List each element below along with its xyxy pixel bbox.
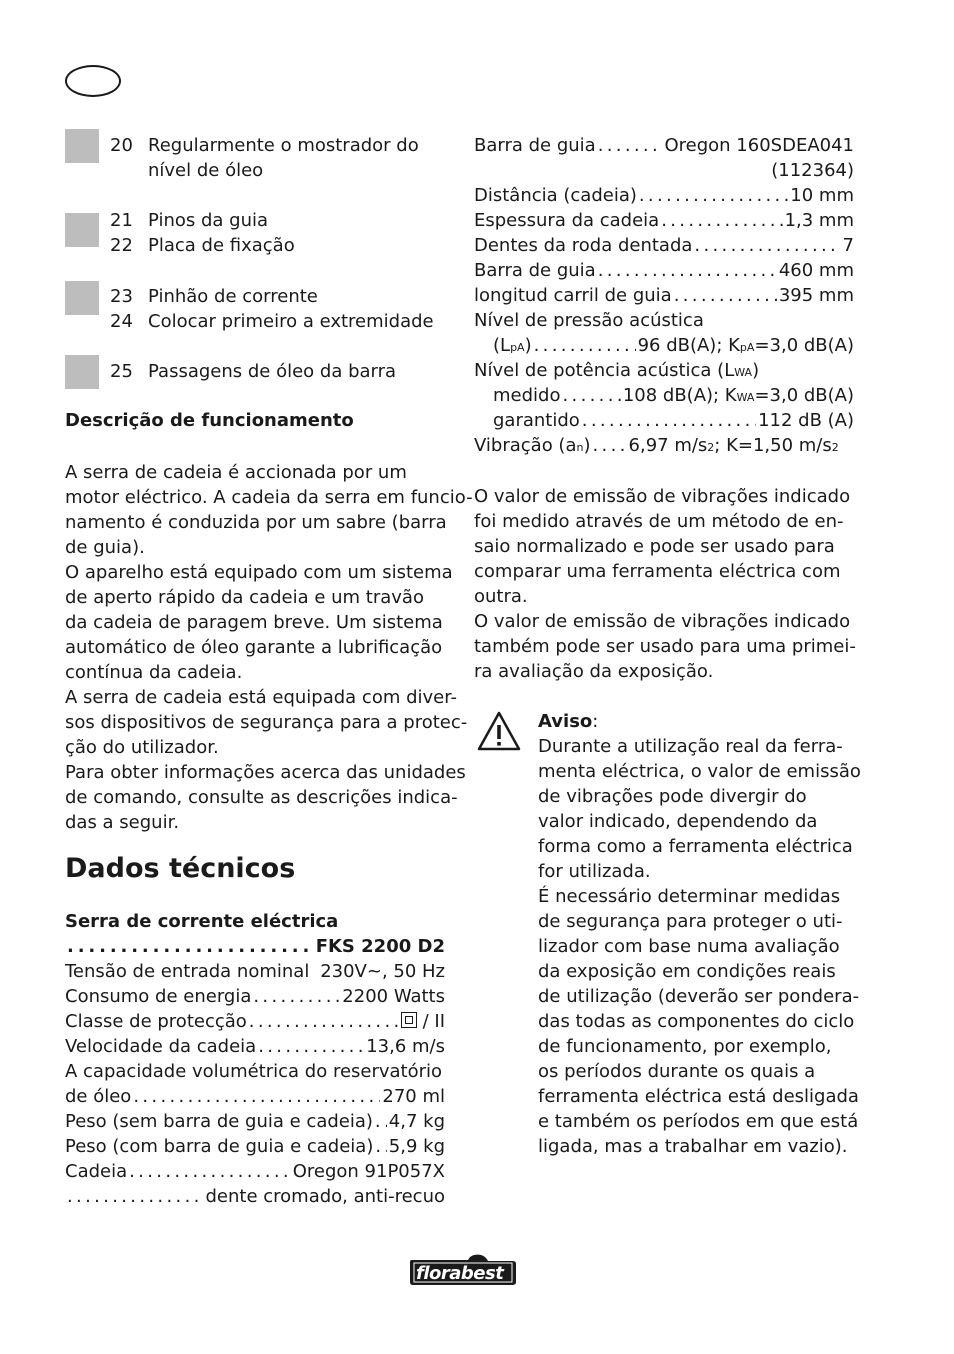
spec-row: Distância (cadeia) . . . 10 mm: [474, 183, 854, 208]
figure-marker: [65, 355, 99, 389]
spec-row: Classe de protecção . . . / II: [65, 1009, 445, 1034]
spec-row: Nível de pressão acústica: [474, 310, 704, 331]
florabest-logo: [408, 1252, 518, 1288]
class-ii-icon: [401, 1012, 417, 1028]
spec-row: Espessura da cadeia . . . 1,3 mm: [474, 208, 854, 233]
language-badge: [65, 65, 121, 97]
spec-row: (112364): [771, 160, 854, 181]
product-model-row: . . . FKS 2200 D2: [65, 934, 445, 959]
spec-row: Velocidade da cadeia . . . 13,6 m/s: [65, 1034, 445, 1059]
logo-text: florabest: [416, 1263, 504, 1284]
function-description: A serra de cadeia é accionada por um motor eléctrico. A cadeia da serra em funcio- namento é conduzida por um sabre (barra de guia). O aparelho está equipado com um sistema de aperto rápido da cadeia e um travão da cadeia de paragem breve. Um sistema automático de óleo garante a lubrificação contínua da cadeia. A serra de cadeia está equipada com diver- sos dispositivos de segurança para a protec- ção do utilizador. Para obter informações acerca das unidades de comando, consulte as descrições indica- das a seguir.: [65, 462, 473, 833]
warning-text: Durante a utilização real da ferra- menta eléctrica, o valor de emissão de vibrações pode divergir do valor indicado, dependendo da forma como a ferramenta eléctrica for utilizada. É necessário determinar medidas de segurança para proteger o uti- lizador com base numa avaliação da exposição em condições reais de utilização (deverão ser pondera- das todas as componentes do ciclo de funcionamento, por exemplo, os períodos durante os quais a ferramenta eléctrica está desligada e também os períodos em que está ligada, mas a trabalhar em vazio).: [538, 736, 861, 1157]
figure-marker: [65, 281, 99, 315]
spec-row: Consumo de energia . . . 2200 Watts: [65, 984, 445, 1009]
figure-marker: [65, 129, 99, 163]
sound-power-row: Nível de potência acústica (L WA ): [474, 360, 760, 381]
spec-row: Barra de guia . . . Oregon 160SDEA041: [474, 133, 854, 158]
spec-row: . . . dente cromado, anti-recuo: [65, 1184, 445, 1209]
section-heading-function: Descrição de funcionamento: [65, 410, 354, 431]
vibration-note: O valor de emissão de vibrações indicado foi medido através de um método de en- saio normalizado e pode ser usado para comparar uma ferramenta eléctrica com outra. O valor de emissão de vibrações indicado também pode ser usado para uma primei- ra avaliação da exposição.: [474, 486, 856, 682]
product-label: Serra de corrente eléctrica: [65, 911, 339, 932]
section-heading-tech: Dados técnicos: [65, 853, 296, 884]
spec-row: Barra de guia . . . 460 mm: [474, 258, 854, 283]
sound-power-guaranteed-row: garantido . . . 112 dB (A): [493, 408, 854, 433]
spec-row: de óleo . . . 270 ml: [65, 1084, 445, 1109]
spec-row: Peso (com barra de guia e cadeia) . . . 5,9 kg: [65, 1134, 445, 1159]
sound-power-measured-row: medido . . . 108 dB(A); K WA =3,0 dB(A): [493, 383, 854, 410]
figure-marker: [65, 213, 99, 247]
spec-row: Tensão de entrada nominal 230V~, 50 Hz: [65, 961, 445, 982]
vibration-row: Vibração (a n ) . . . 6,97 m/s 2 ; K=1,50 m/s 2: [474, 433, 854, 460]
warning-icon: [476, 710, 522, 752]
spec-row: longitud carril de guia . . . 395 mm: [474, 283, 854, 308]
spec-row: A capacidade volumétrica do reservatório: [65, 1061, 443, 1082]
spec-row: Peso (sem barra de guia e cadeia) . . . 4,7 kg: [65, 1109, 445, 1134]
warning-title: Aviso: [538, 711, 593, 732]
warning-title-line: Aviso:: [538, 711, 599, 732]
spec-row: Cadeia . . . Oregon 91P057X: [65, 1159, 445, 1184]
spec-row: Dentes da roda dentada . . . 7: [474, 233, 854, 258]
sound-pressure-row: (L pA ) . . . 96 dB(A); K pA =3,0 dB(A): [493, 333, 854, 360]
